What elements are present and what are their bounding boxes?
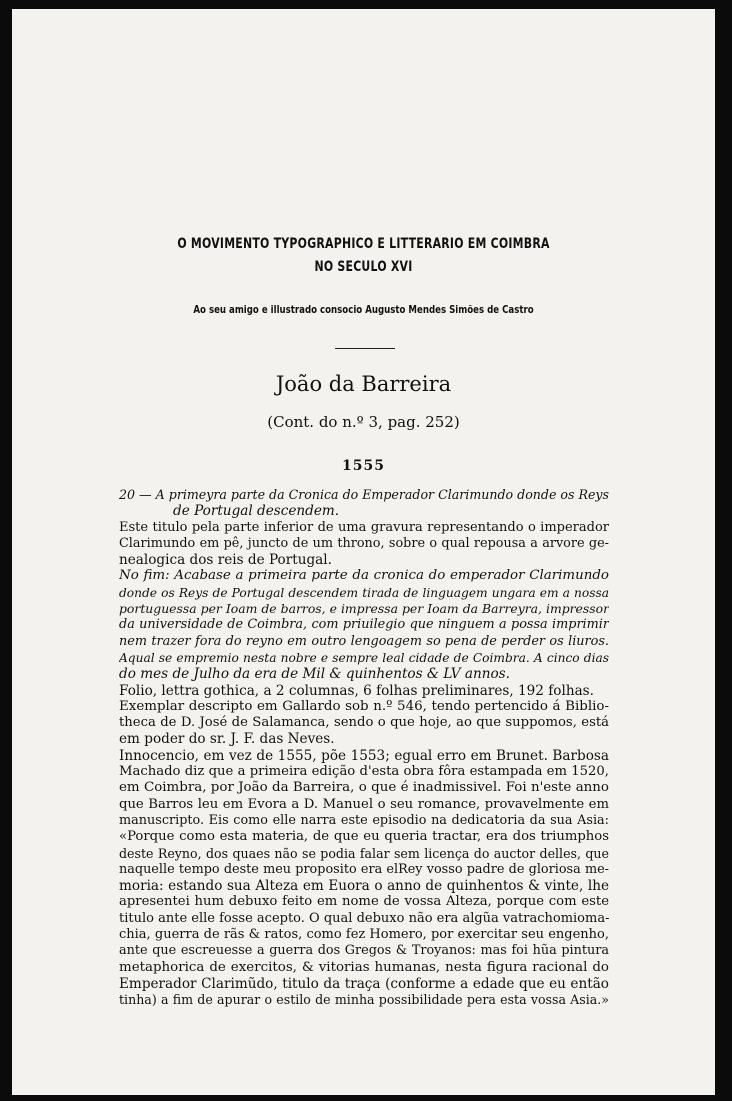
text-line: nem trazer fora do reyno em outro lengoagem so pena de perder os liuros. — [119, 633, 609, 649]
text-line: No fim: Acabase a primeira parte da cronica do emperador Clarimundo — [119, 568, 609, 584]
text-line: titulo ante elle fosse acepto. O qual debuxo não era algũa vatrachomioma- — [119, 910, 609, 926]
text-line: em Coimbra, por João da Barreira, o que é inadmissivel. Foi n'este anno — [119, 780, 609, 796]
text-line: apresentei hum debuxo feito em nome de vossa Alteza, porque com este — [119, 894, 609, 910]
text-line: Aqual se empremio nesta nobre e sempre leal cidade de Coimbra. A cinco dias — [119, 650, 609, 665]
dedication: Ao seu amigo e illustrado consocio Augusto Mendes Simões de Castro — [193, 304, 534, 316]
text-line: Exemplar descripto em Gallardo sob n.º 546, tendo pertencido á Biblio- — [119, 698, 609, 714]
text-line: da universidade de Coimbra, com priuilegio que ninguem a possa imprimir — [119, 617, 609, 633]
text-line: 20 — A primeyra parte da Cronica do Emperador Clarimundo donde os Reys — [119, 487, 609, 502]
text-line: ante que escreuesse a guerra dos Gregos & Troyanos: mas foi hũa pintura — [119, 943, 609, 959]
text-line: do mes de Julho da era de Mil & quinhentos & LV annos. — [119, 666, 510, 683]
text-line: Machado diz que a primeira edição d'esta obra fôra estampada em 1520, — [119, 764, 609, 780]
article-title: O MOVIMENTO TYPOGRAPHICO E LITTERARIO EM COIMBRA — [177, 236, 550, 252]
text-line: Clarimundo em pê, juncto de um throno, sobre o qual repousa a arvore ge- — [119, 535, 609, 551]
text-line: deste Reyno, dos quaes não se podia falar sem licença do auctor delles, que — [119, 845, 609, 861]
text-line: «Porque como esta materia, de que eu queria tractar, era dos triumphos — [119, 829, 609, 845]
continuation-note: (Cont. do n.º 3, pag. 252) — [267, 413, 460, 431]
body-text — [119, 487, 609, 1009]
article-subtitle: NO SECULO XVI — [314, 259, 413, 275]
text-line: de Portugal descendem. — [173, 503, 340, 520]
text-line: Emperador Clarimũdo, titulo da traça (conforme a edade que eu então — [119, 975, 609, 992]
section-year: 1555 — [342, 458, 385, 474]
text-line: moria: estando sua Alteza em Euora o anno de quinhentos & vinte, lhe — [119, 878, 609, 895]
text-line: tinha) a fim de apurar o estilo de minha possibilidade pera esta vossa Asia.» — [119, 992, 609, 1008]
text-line: que Barros leu em Evora a D. Manuel o seu romance, provavelmente em — [119, 796, 609, 812]
text-line: Innocencio, em vez de 1555, põe 1553; egual erro em Brunet. Barbosa — [119, 747, 609, 764]
text-line: naquelle tempo deste meu proposito era elRey vosso padre de gloriosa me- — [119, 861, 609, 877]
text-line: manuscripto. Eis como elle narra este episodio na dedicatoria da sua Asia: — [119, 812, 609, 828]
text-line: chia, guerra de rãs & ratos, como fez Homero, por exercitar seu engenho, — [119, 927, 609, 943]
text-line: Folio, lettra gothica, a 2 columnas, 6 folhas preliminares, 192 folhas. — [119, 682, 594, 699]
text-line: Este titulo pela parte inferior de uma gravura representando o imperador — [119, 519, 609, 535]
document-page — [12, 9, 715, 1095]
text-line: theca de D. José de Salamanca, sendo o que hoje, ao que suppomos, está — [119, 715, 609, 731]
text-line: metaphorica de exercitos, & vitorias humanas, nesta figura racional do — [119, 959, 609, 975]
divider — [335, 348, 395, 349]
text-line: nealogica dos reis de Portugal. — [119, 552, 332, 569]
text-line: portuguessa per Ioam de barros, e impressa per Ioam da Barreyra, impressor — [119, 601, 609, 617]
text-line: em poder do sr. J. F. das Neves. — [119, 731, 335, 748]
author-name: João da Barreira — [275, 372, 452, 396]
text-line: donde os Reys de Portugal descendem tirada de linguagem ungara em a nossa — [119, 585, 609, 600]
